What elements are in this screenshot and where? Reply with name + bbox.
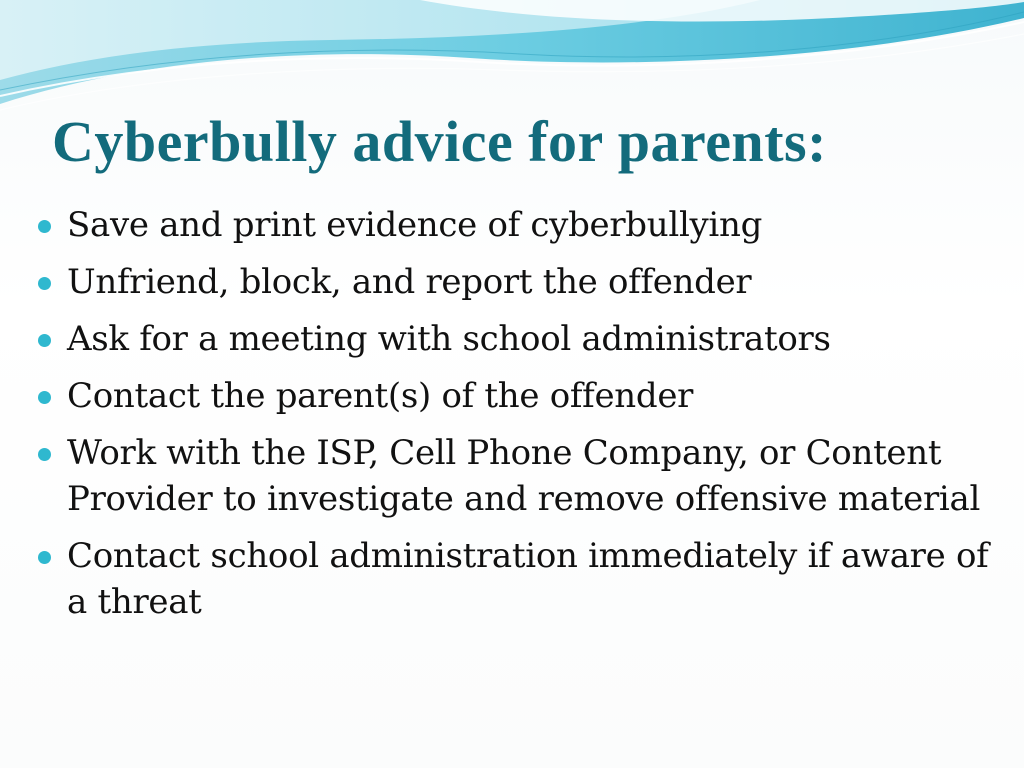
bullet-dot-icon	[38, 391, 51, 404]
slide-title: Cyberbully advice for parents:	[52, 109, 827, 174]
bullet-dot-icon	[38, 220, 51, 233]
bullet-list	[38, 202, 1008, 636]
list-item-text: Contact the parent(s) of the offender	[67, 376, 694, 416]
list-item-text: Ask for a meeting with school administrators	[67, 319, 831, 359]
list-item-text: Work with the ISP, Cell Phone Company, or Content Provider to investigate and remove offensive material	[67, 433, 981, 519]
bullet-dot-icon	[38, 277, 51, 290]
bullet-dot-icon	[38, 551, 51, 564]
list-item	[38, 316, 1008, 362]
list-item	[38, 202, 1008, 248]
list-item	[38, 259, 1008, 305]
bullet-dot-icon	[38, 334, 51, 347]
list-item-text: Unfriend, block, and report the offender	[67, 262, 752, 302]
list-item-text: Contact school administration immediately if aware of a threat	[67, 536, 989, 622]
list-item	[38, 533, 1008, 625]
list-item	[38, 373, 1008, 419]
list-item	[38, 430, 1008, 522]
bullet-dot-icon	[38, 448, 51, 461]
list-item-text: Save and print evidence of cyberbullying	[67, 205, 763, 245]
wave-banner-decoration	[0, 0, 1024, 120]
